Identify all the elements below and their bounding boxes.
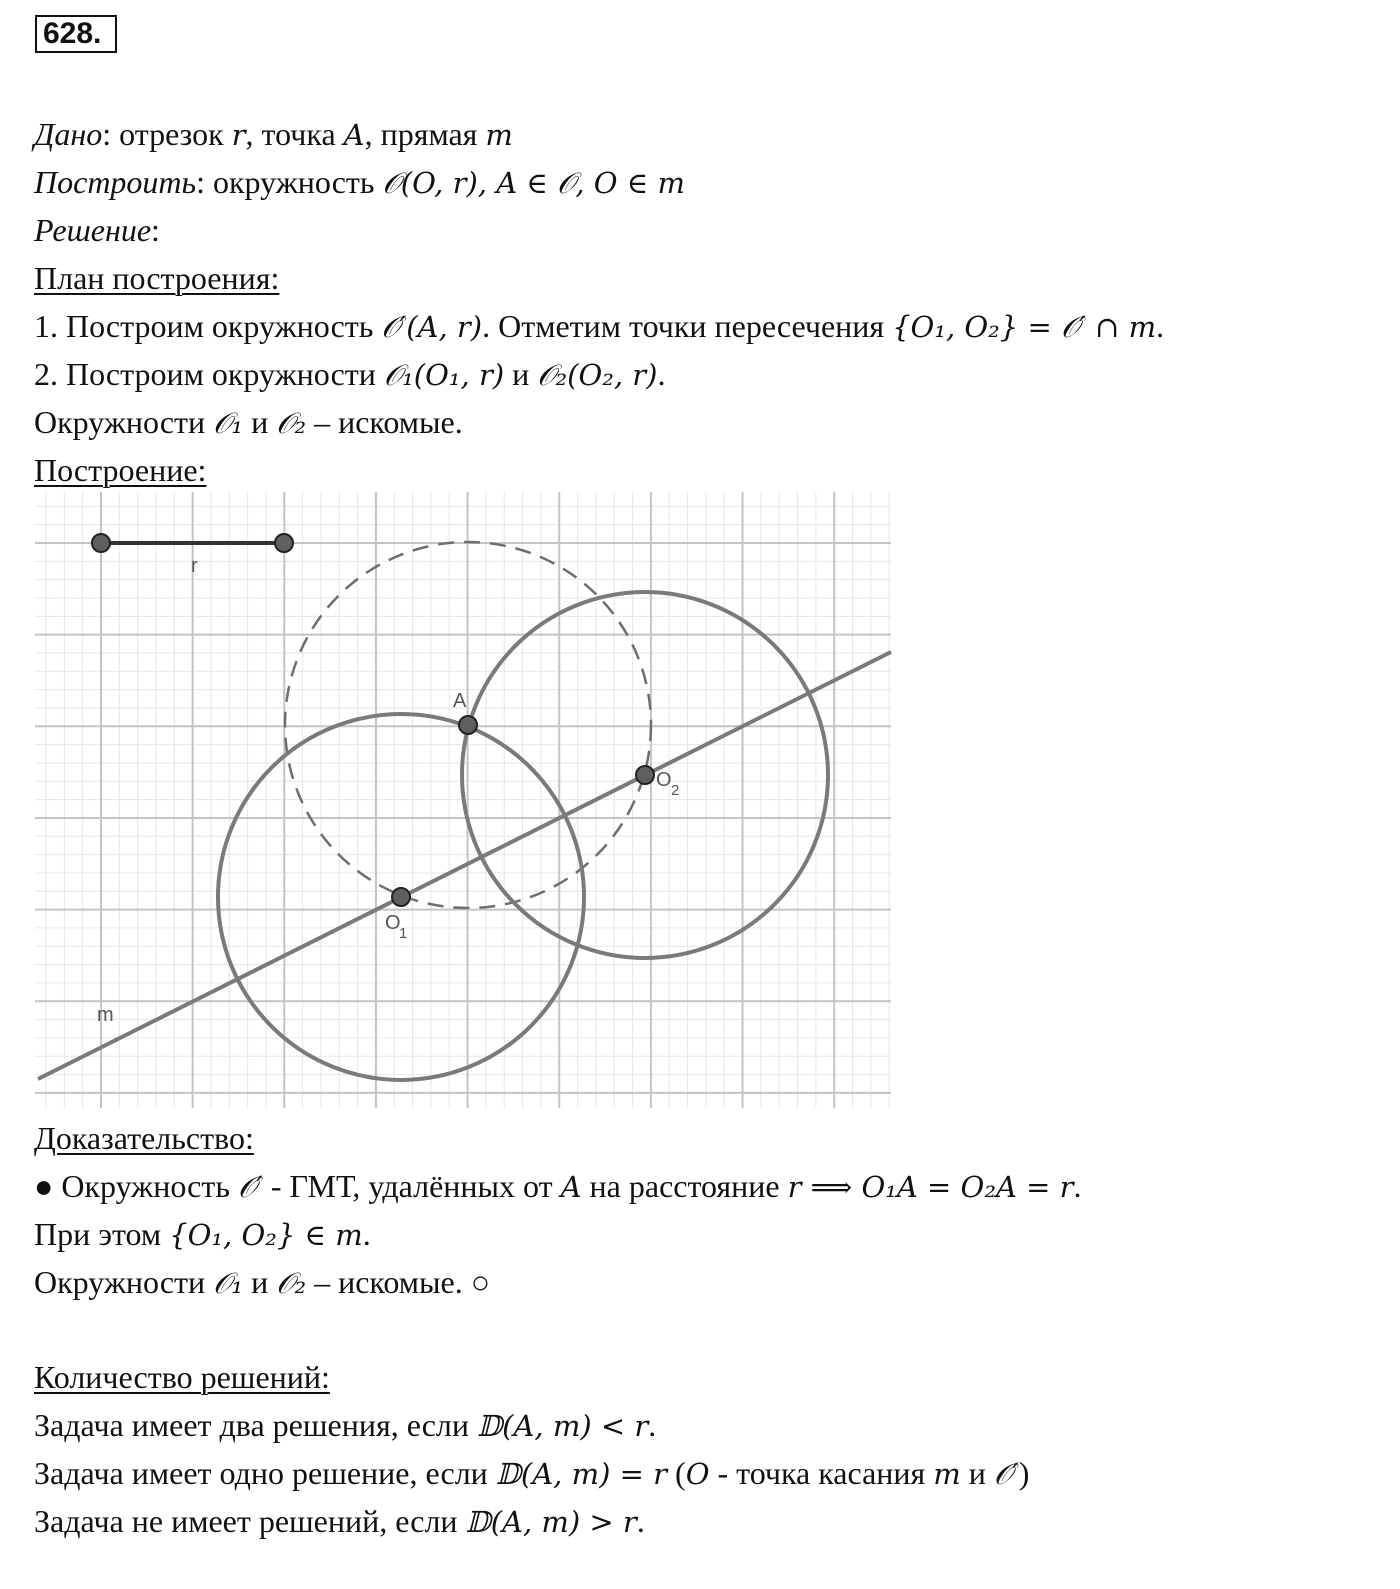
count-line2-math: 𝔻(A, m) = r <box>495 1457 668 1491</box>
plan-result <box>34 402 463 443</box>
proof-line1 <box>34 1166 1082 1207</box>
construction-heading: Построение: <box>34 452 207 488</box>
point-o1 <box>392 888 410 906</box>
construct-label: Построить <box>34 164 197 200</box>
proof-line2-end: . <box>362 1216 371 1252</box>
count-line2-math2: 𝒪′ <box>993 1457 1019 1491</box>
proof-line3-end: – искомые. ○ <box>306 1264 491 1300</box>
label-m: m <box>97 1004 114 1026</box>
given-label: Дано <box>34 116 103 152</box>
count-heading: Количество решений: <box>34 1359 330 1395</box>
segment-r-start-point <box>92 534 110 552</box>
count-line2 <box>34 1453 1029 1494</box>
proof-line1-text: ● Окружность <box>34 1168 238 1204</box>
count-line2-m: m <box>933 1457 961 1491</box>
label-o2: O <box>656 769 672 791</box>
plan-step1 <box>34 306 1164 347</box>
construction-diagram <box>35 492 895 1112</box>
problem-number: 628. <box>35 15 117 53</box>
proof-line1-math1: 𝒪′ <box>237 1170 263 1204</box>
proof-line3-math2: 𝒪₂ <box>276 1266 307 1300</box>
label-r: r <box>191 555 198 577</box>
proof-line2-text: При этом <box>34 1216 170 1252</box>
count-line2-text3: - точка касания <box>709 1455 934 1491</box>
count-line1-text: Задача имеет два решения, если <box>34 1407 477 1443</box>
given-text: : отрезок <box>102 116 232 152</box>
point-o2 <box>636 766 654 784</box>
proof-line2 <box>34 1214 371 1255</box>
proof-heading: Доказательство: <box>34 1120 254 1156</box>
label-o1-sub: 1 <box>399 925 408 942</box>
proof-line1-end: . <box>1073 1168 1082 1204</box>
plan-step1-math2: {O₁, O₂} = 𝒪′ ∩ m <box>892 310 1157 344</box>
label-o1: O <box>385 912 401 934</box>
plan-step2-and: и <box>504 356 538 392</box>
plan-step2-end: . <box>657 356 666 392</box>
plan-result-and: и <box>243 404 277 440</box>
count-line3-math: 𝔻(A, m) > r <box>465 1505 637 1539</box>
count-line3-end: . <box>636 1503 645 1539</box>
count-line2-end: ) <box>1018 1455 1030 1491</box>
plan-result-text1: Окружности <box>34 404 214 440</box>
plan-result-math2: 𝒪₂ <box>276 406 307 440</box>
count-line2-and: и <box>960 1455 994 1491</box>
segment-r-end-point <box>275 534 293 552</box>
construct-math: 𝒪(O, r), A ∈ 𝒪, O ∈ m <box>382 166 685 200</box>
proof-line1-text2: - ГМТ, удалённых от <box>262 1168 561 1204</box>
count-line3-text: Задача не имеет решений, если <box>34 1503 466 1539</box>
plan-result-math1: 𝒪₁ <box>213 406 244 440</box>
solution-line <box>34 210 160 250</box>
plan-step1-end: . <box>1156 308 1165 344</box>
proof-line3-text1: Окружности <box>34 1264 214 1300</box>
count-line2-O: O <box>685 1457 710 1491</box>
solution-label: Решение <box>34 212 152 248</box>
proof-line3 <box>34 1262 490 1303</box>
plan-step1-math1: 𝒪′(A, r) <box>381 310 483 344</box>
count-line1-end: . <box>648 1407 657 1443</box>
count-line3 <box>34 1501 645 1542</box>
plan-step1-text: 1. Построим окружность <box>34 308 382 344</box>
proof-line2-math: {O₁, O₂} ∈ m <box>169 1218 363 1252</box>
point-a <box>459 716 477 734</box>
proof-line3-math1: 𝒪₁ <box>213 1266 244 1300</box>
plan-step2-text: 2. Построим окружности <box>34 356 384 392</box>
count-line2-text2: ( <box>667 1455 686 1491</box>
proof-line1-A: A <box>560 1170 582 1204</box>
plan-step2-math2: 𝒪₂(O₂, r) <box>537 358 658 392</box>
proof-line1-math2: r ⟹ O₁A = O₂A = r <box>787 1170 1074 1204</box>
proof-line1-text3: на расстояние <box>581 1168 788 1204</box>
count-line1 <box>34 1405 656 1446</box>
given-r: r <box>231 118 246 152</box>
plan-heading: План построения: <box>34 260 280 296</box>
label-o2-sub: 2 <box>671 782 680 799</box>
plan-result-end: – искомые. <box>306 404 463 440</box>
count-line2-text: Задача имеет одно решение, если <box>34 1455 496 1491</box>
given-sep2: , прямая <box>364 116 486 152</box>
plan-step2-math1: 𝒪₁(O₁, r) <box>383 358 505 392</box>
solution-colon: : <box>151 212 160 248</box>
label-a: A <box>453 690 467 712</box>
construct-line <box>34 162 685 203</box>
count-line1-math: 𝔻(A, m) < r <box>476 1409 649 1443</box>
given-m: m <box>485 118 513 152</box>
construct-text: : окружность <box>196 164 383 200</box>
given-A: A <box>343 118 365 152</box>
given-sep1: , точка <box>245 116 344 152</box>
plan-step1-text2: . Отметим точки пересечения <box>482 308 893 344</box>
given-line <box>34 114 513 155</box>
proof-line3-and: и <box>243 1264 277 1300</box>
plan-step2 <box>34 354 666 395</box>
